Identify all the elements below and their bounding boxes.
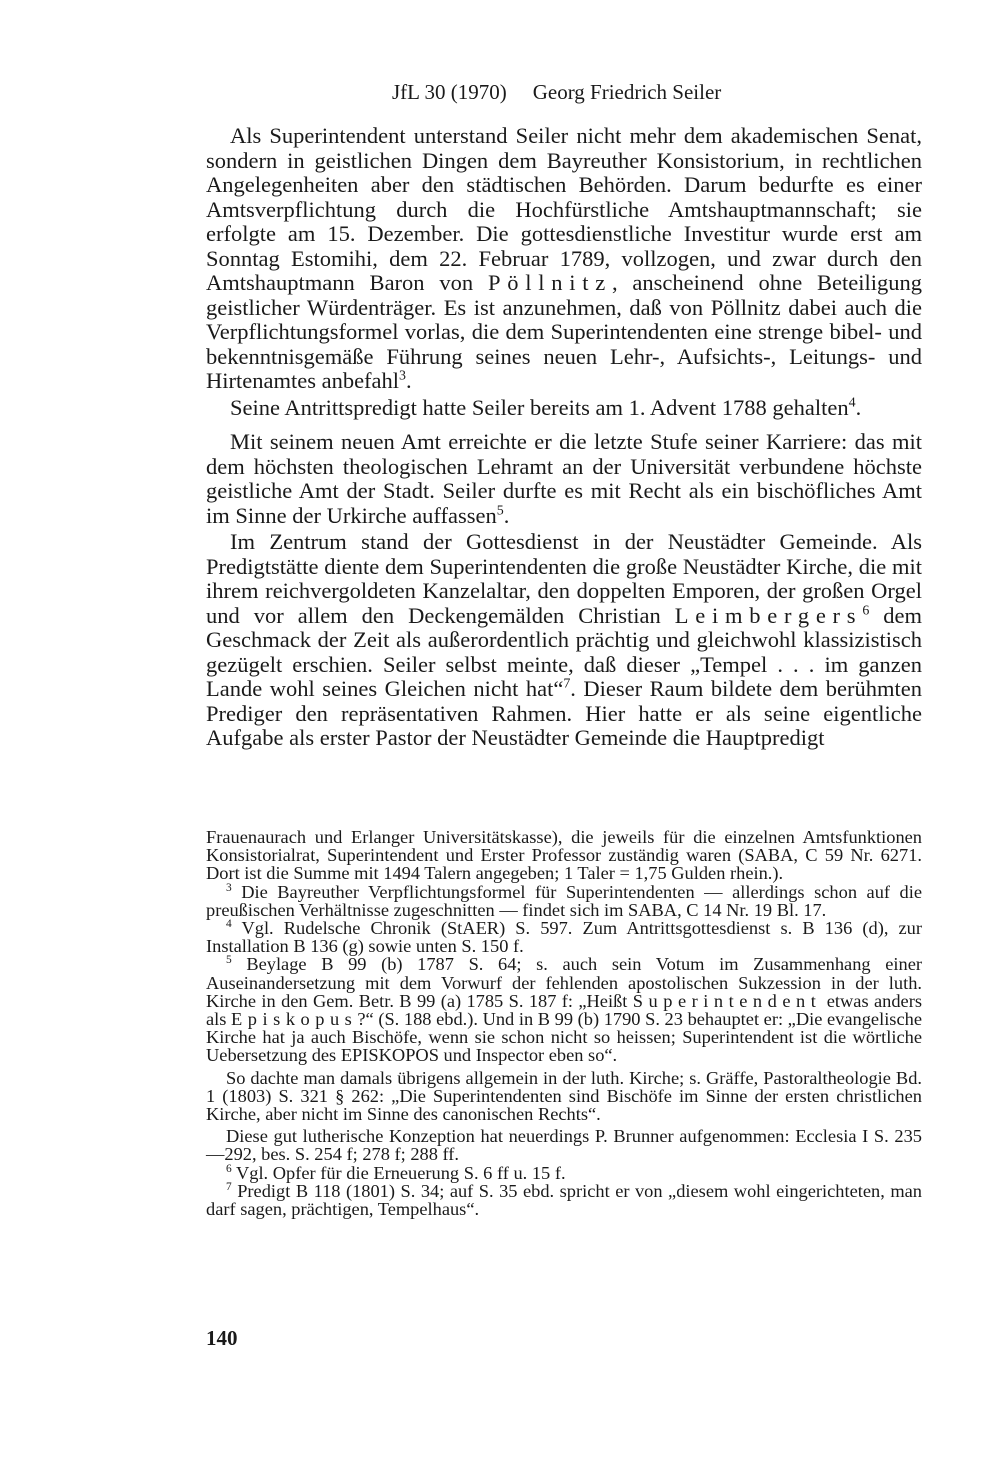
footnote-5-paragraph-2: So dachte man damals übrigens allgemein in der luth. Kirche; s. Gräffe, Pastoraltheologie Bd. 1 (1803) S. 321 § 262: „Die Superintendenten sind Bischöfe im Sinne der ersten christlichen Kirche, aber nicht im Sinne des canonischen Rechts“. (206, 1067, 922, 1125)
footnote-text: Beylage B 99 (b) 1787 S. 64; s. auch sein Votum im Zusammenhang einer Auseinandersetzung mit dem Vorwurf der fehlenden apostolischen Sukzession in der luth. Kirche in den Gem. Betr. B 99 (a) 1785 S. 187 f: „Heißt (206, 954, 922, 1011)
footnote-5 (206, 955, 922, 1064)
footnote-7 (206, 1182, 922, 1218)
footnote-6 (206, 1164, 922, 1182)
footnote-text: Vgl. Opfer für die Erneuerung S. 6 ff u. 15 f. (231, 1162, 566, 1183)
footnote-number: 3 (226, 881, 232, 894)
running-header (392, 80, 792, 105)
footnote-number: 5 (226, 954, 232, 967)
paragraph-text: . (503, 502, 510, 528)
spaced-name-poellnitz: Pöllnitz (487, 270, 612, 295)
footnote-ref-5: 5 (496, 503, 504, 518)
paragraph-4 (206, 530, 922, 751)
paragraph-1 (206, 124, 922, 394)
footnote-text: etwas anders als (206, 990, 922, 1030)
paragraph-text: dem Geschmack der Zeit als außerordentlich prächtig und gleichwohl klassizistisch gezügelt erschien. Seiler selbst meinte, daß dieser „Tempel . . . im ganzen Lande wohl seines Gleichen nicht hat“ (206, 602, 922, 701)
footnote-number: 6 (226, 1162, 232, 1175)
footnote-text: Predigt B 118 (1801) S. 34; auf S. 35 ebd. spricht er von „diesem wohl eingerichteten, man darf sagen, prächtigen, Tempelhaus“. (206, 1180, 922, 1220)
main-text (206, 124, 922, 751)
footnote-number: 7 (226, 1180, 232, 1193)
spaced-word: Superintendent (632, 990, 822, 1011)
paragraph-text: . (855, 394, 862, 420)
footnote-text: ?“ (S. 188 ebd.). Und in B 99 (b) 1790 S. 23 behauptet er: „Die evangelische Kirche hat ja auch Bischöfe, wenn sie schon nicht so heissen; Superintendent ist die wörtliche Uebersetzung des EPISKOPOS und Inspector eben so“. (206, 1009, 922, 1066)
footnote-number: 4 (226, 917, 232, 930)
page-number: 140 (206, 1326, 238, 1350)
paragraph-2 (206, 396, 922, 421)
footnote-5-paragraph-3: Diese gut lutherische Konzeption hat neuerdings P. Brunner aufgenommen: Ecclesia I S. 235—292, bes. S. 254 f; 278 f; 288 ff. (206, 1126, 922, 1165)
footnote-3 (206, 883, 922, 919)
spaced-name-leimberger: Leimbergers (674, 602, 863, 628)
footnote-text: Vgl. Rudelsche Chronik (StAER) S. 597. Zum Antrittsgottesdienst s. B 136 (d), zur Installation B 136 (g) sowie unten S. 150 f. (206, 918, 922, 957)
footnote-ref-4: 4 (848, 395, 856, 410)
footnote-ref-7: 7 (563, 676, 571, 692)
paragraph-text: . Dieser Raum bildete dem berühmten Prediger den repräsentativen Rahmen. Hier hatte er als seine eigentliche Aufgabe als erster Pastor der Neustädter Gemeinde die Hauptpredigt (206, 676, 922, 750)
footnote-text: Die Bayreuther Verpflichtungsformel für Superintendenten — allerdings schon auf die preußischen Verhältnisse zugeschnitten — findet sich im SABA, C 14 Nr. 19 Bl. 17. (206, 881, 922, 920)
footnote-4 (206, 919, 922, 955)
footnote-2-continuation: Frauenaurach und Erlanger Universitätskasse), die jeweils für die einzelnen Amtsfunktionen Konsistorialrat, Superintendent und Erster Professor zuständig waren (SABA, C 59 Nr. 6271. Dort ist die Summe mit 1494 Talern angegeben; 1 Taler = 1,75 Gulden rhein.). (206, 827, 922, 884)
paragraph-text: Als Superintendent unterstand Seiler nicht mehr dem akademischen Senat, sondern in geistlichen Dingen dem Bayreuther Konsistorium, in rechtlichen Angelegenheiten aber den städtischen Behörden. Darum bedurfte es einer Amtsverpflichtung durch die Hochfürstliche Amtshauptmannschaft; sie erfolgte am 15. Dezember. Die gottesdienstliche Investitur wurde erst am Sonntag Estomihi, dem 22. Februar 1789, vollzogen, und zwar durch den Amtshauptmann Baron von (206, 123, 922, 295)
spaced-word: Episkopus (231, 1009, 358, 1030)
running-title: Georg Friedrich Seiler (532, 80, 722, 104)
paragraph-text: . (406, 368, 412, 393)
paragraph-text: Im Zentrum stand der Gottesdienst in der Neustädter Gemeinde. Als Predigtstätte diente dem Superintendenten die große Neustädter Kirche, die mit ihrem reichvergoldeten Kanzelaltar, den doppelten Emporen, der großen Orgel und vor allem den Deckengemälden Christian (206, 529, 922, 628)
footnote-ref-6: 6 (862, 603, 870, 618)
paragraph-text: Mit seinem neuen Amt erreichte er die letzte Stufe seiner Karriere: das mit dem höchsten theologischen Lehramt an der Universität verbundene höchste geistliche Amt der Stadt. Seiler durfte es mit Recht als ein bischöfliches Amt im Sinne der Urkirche auffassen (206, 429, 922, 528)
paragraph-text: Seine Antrittspredigt hatte Seiler bereits am 1. Advent 1788 gehalten (230, 394, 849, 420)
paragraph-3 (206, 430, 922, 528)
paragraph-text: , anscheinend ohne Beteiligung geistlicher Würdenträger. Es ist anzunehmen, daß von Pöllnitz dabei auch die Verpflichtungsformel vorlas, die dem Superintendenten eine strenge bibel- und bekenntnisgemäße Führung seines neuen Lehr-, Aufsichts-, Leitungs- und Hirtenamtes anbefahl (206, 270, 922, 393)
footnote-ref-3: 3 (399, 368, 407, 384)
footnotes (206, 828, 922, 1218)
journal-reference: JfL 30 (1970) (392, 80, 507, 104)
